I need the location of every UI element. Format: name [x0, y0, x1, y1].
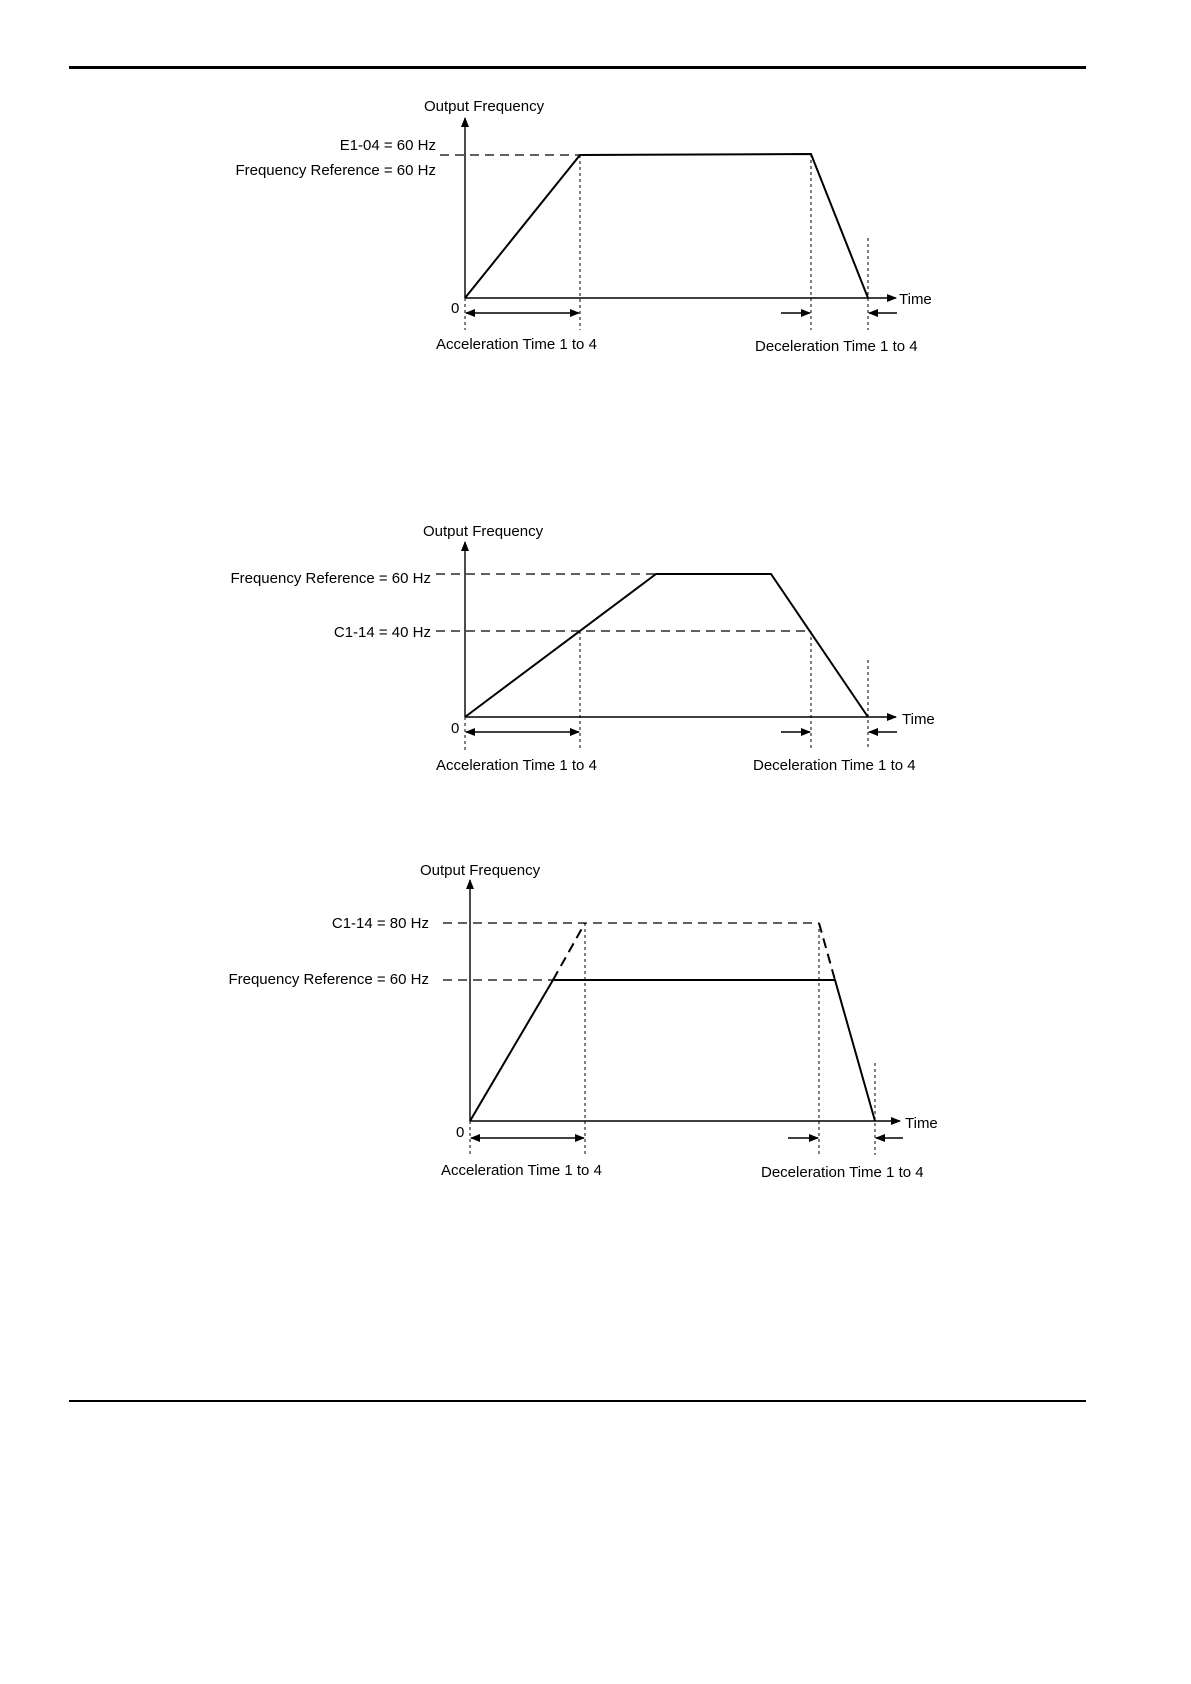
- level-label-frequency-reference: Frequency Reference = 60 Hz: [228, 971, 429, 988]
- y-axis-label: Output Frequency: [423, 523, 544, 540]
- acceleration-time-label: Acceleration Time 1 to 4: [436, 757, 597, 774]
- y-axis-label: Output Frequency: [424, 98, 545, 115]
- decel-extension-from-80hz: [819, 923, 835, 980]
- origin-label: 0: [456, 1124, 465, 1141]
- origin-label: 0: [451, 300, 460, 317]
- header-rule: [69, 66, 1086, 69]
- footer-rule: [69, 1400, 1086, 1402]
- y-axis-label: Output Frequency: [420, 862, 541, 879]
- deceleration-time-label: Deceleration Time 1 to 4: [761, 1164, 924, 1181]
- level-label-frequency-reference: Frequency Reference = 60 Hz: [230, 570, 431, 587]
- level-label-c1-14: C1-14 = 40 Hz: [333, 624, 431, 641]
- output-frequency-curve: [470, 980, 875, 1121]
- diagram-e1-04-60hz: [0, 90, 1191, 370]
- deceleration-time-label: Deceleration Time 1 to 4: [755, 338, 918, 355]
- acceleration-time-label: Acceleration Time 1 to 4: [436, 336, 597, 353]
- origin-label: 0: [451, 720, 460, 737]
- x-axis-label: Time: [899, 291, 932, 308]
- x-axis-label: Time: [905, 1115, 938, 1132]
- acceleration-time-label: Acceleration Time 1 to 4: [441, 1162, 602, 1179]
- level-label-e1-04: E1-04 = 60 Hz: [339, 137, 436, 154]
- deceleration-time-label: Deceleration Time 1 to 4: [753, 757, 916, 774]
- x-axis-label: Time: [902, 711, 935, 728]
- level-label-frequency-reference: Frequency Reference = 60 Hz: [235, 162, 436, 179]
- level-label-c1-14: C1-14 = 80 Hz: [331, 915, 429, 932]
- output-frequency-curve: [465, 154, 868, 298]
- accel-extension-to-80hz: [553, 923, 585, 980]
- diagram-c1-14-80hz: [0, 855, 1191, 1180]
- diagram-c1-14-40hz: [0, 515, 1191, 780]
- output-frequency-curve: [465, 574, 868, 717]
